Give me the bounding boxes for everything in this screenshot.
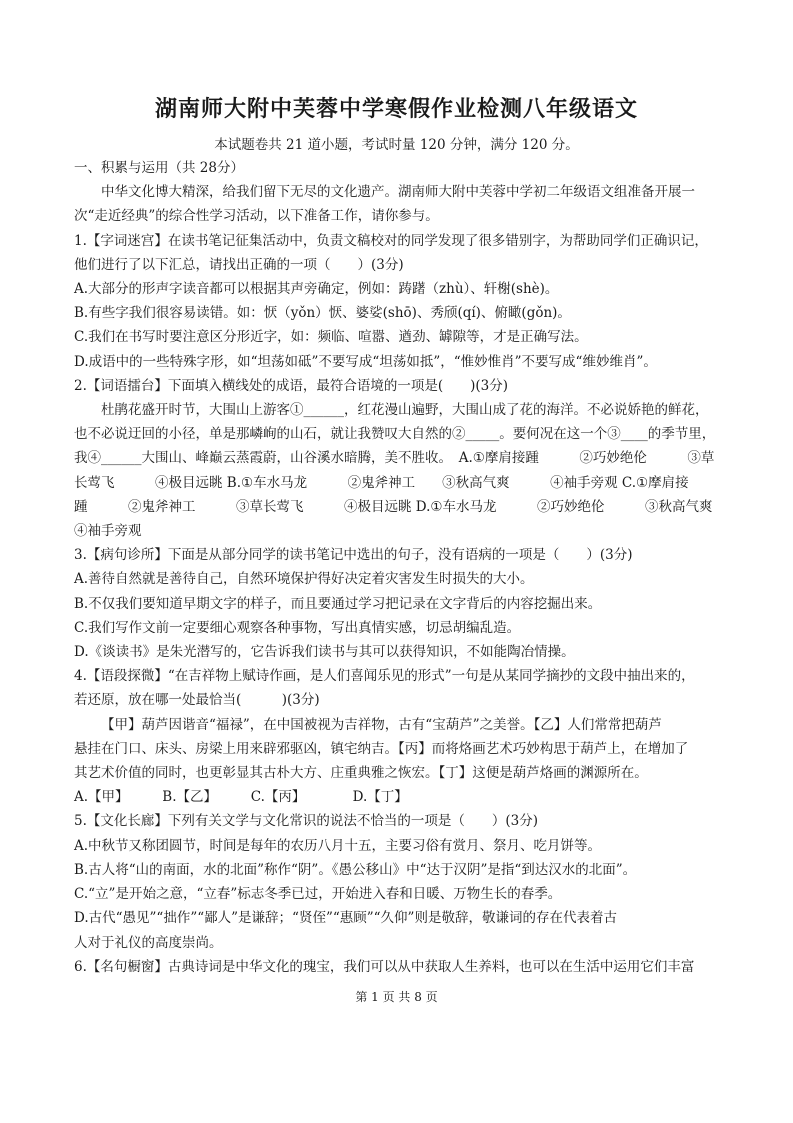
question-4-passage: 其艺术价值的同时，也更彰显其古朴大方、庄重典雅之恢宏。【丁】这便是葫芦烙画的渊源所在。: [74, 765, 648, 782]
exam-content: [74, 156, 752, 979]
page-title: 湖南师大附中芙蓉中学寒假作业检测八年级语文: [154, 96, 638, 122]
question-1-option-b: B.有些字我们很容易读错。如：恹（yǒn）恹、婆娑(shō)、秀颀(qí)、俯瞰(gǒn)。: [74, 305, 571, 322]
question-3-option-c: C.我们写作文前一定要细心观察各种事物，写出真情实感，切忌胡编乱造。: [74, 619, 521, 636]
question-4-options: A.【甲】 B.【乙】 C.【丙】 D.【丁】: [74, 789, 408, 806]
question-1-option-d: D.成语中的一些特殊字形，如“坦荡如砥”不要写成“坦荡如抵”，“惟妙惟肖”不要写成“维妙维肖”。: [74, 353, 657, 370]
question-1-option-a: A.大部分的形声字读音都可以根据其声旁确定，例如：踌躇（zhù）、轩榭(shè)。: [74, 281, 559, 298]
question-2-passage: 长莺飞 ④极目远眺 B.①车水马龙 ②鬼斧神工 ③秋高气爽 ④袖手旁观 C.①摩肩接: [74, 474, 689, 491]
question-2-passage: 杜鹃花盛开时节，大围山上游客①______，红花漫山遍野，大围山成了花的海洋。不必说娇艳的鲜花，: [101, 402, 709, 419]
question-2-passage: 踵 ②鬼斧神工 ③草长莺飞 ④极目远眺 D.①车水马龙 ②巧妙绝伦 ③秋高气爽: [74, 498, 713, 515]
question-2-passage: ④袖手旁观: [74, 523, 142, 540]
question-5-option-a: A.中秋节又称团圆节，时间是每年的农历八月十五，主要习俗有赏月、祭月、吃月饼等。: [74, 837, 602, 854]
question-6-stem: 6.【名句橱窗】古典诗词是中华文化的瑰宝，我们可以从中获取人生养料，也可以在生活中运用它们丰富: [74, 958, 695, 975]
question-5-option-d: D.古代“愚见”“拙作”“鄙人”是谦辞；“贤侄”“惠顾”“久仰”则是敬辞，敬谦词的存在代表着古: [74, 910, 617, 927]
intro-line: 次“走近经典”的综合性学习活动，以下准备工作，请你参与。: [74, 208, 439, 225]
question-5-option-c: C.“立”是开始之意，“立春”标志冬季已过，开始进入春和日暖、万物生长的春季。: [74, 886, 562, 903]
exam-subtitle: 本试题卷共 21 道小题，考试时量 120 分钟，满分 120 分。: [214, 137, 579, 153]
question-4-stem: 4.【语段探微】“在吉祥物上赋诗作画，是人们喜闻乐见的形式”一句是从某同学摘抄的文段中抽出来的，: [74, 668, 695, 685]
question-5-stem: 5.【文化长廊】下列有关文学与文化常识的说法不恰当的一项是（ ）(3分): [74, 813, 539, 830]
question-4-stem: 若还原，放在哪一处最恰当( )(3分): [74, 692, 320, 709]
question-3-stem: 3.【病句诊所】下面是从部分同学的读书笔记中选出的句子，没有语病的一项是（ ）(3分): [74, 547, 633, 564]
page-number: 第 1 页 共 8 页: [355, 990, 438, 1004]
question-1-option-c: C.我们在书写时要注意区分形近字，如：频临、喧嚣、遒劲、罅隙等，才是正确写法。: [74, 329, 588, 346]
question-2-passage: 我④______大围山、峰巅云蒸霞蔚，山谷溪水暗腾，美不胜收。 A.①摩肩接踵 ②巧妙绝伦 ③草: [74, 450, 715, 467]
question-4-passage: 悬挂在门口、床头、房梁上用来辟邪驱凶，镇宅纳吉。【丙】而将烙画艺术巧妙构思于葫芦上，在增加了: [74, 740, 689, 757]
question-1-stem: 他们进行了以下汇总，请找出正确的一项（ ）(3分): [74, 256, 404, 273]
question-5-option-d: 人对于礼仪的高度崇尚。: [74, 934, 223, 951]
question-1-stem: 1.【字词迷宫】在读书笔记征集活动中，负责文稿校对的同学发现了很多错别字，为帮助同学们正确识记，: [74, 232, 708, 249]
question-3-option-a: A.善待自然就是善待自己，自然环境保护得好决定着灾害发生时损失的大小。: [74, 571, 534, 588]
question-2-passage: 也不必说迂回的小径，单是那嶙峋的山石，就让我赞叹大自然的②_____。要何况在这一个③____的季节里，: [74, 426, 716, 443]
question-4-passage: 【甲】葫芦因谐音“福禄”，在中国被视为吉祥物，古有“宝葫芦”之美誉。【乙】人们常常把葫芦: [101, 716, 662, 733]
question-2-stem: 2.【词语擂台】下面填入横线处的成语，最符合语境的一项是( )(3分): [74, 377, 509, 394]
question-3-option-b: B.不仅我们要知道早期文字的样子，而且要通过学习把记录在文字背后的内容挖掘出来。: [74, 595, 602, 612]
intro-line: 中华文化博大精深，给我们留下无尽的文化遗产。湖南师大附中芙蓉中学初二年级语文组准备开展一: [101, 184, 695, 201]
question-5-option-b: B.古人将“山的南面，水的北面”称作“阴”。《愚公移山》中“达于汉阴”是指“到达汉水的北面”。: [74, 861, 637, 878]
section-heading: 一、积累与运用（共 28分）: [74, 160, 244, 176]
question-3-option-d: D.《谈读书》是朱光潜写的，它告诉我们读书与其可以获得知识，不如能陶冶情操。: [74, 644, 575, 661]
